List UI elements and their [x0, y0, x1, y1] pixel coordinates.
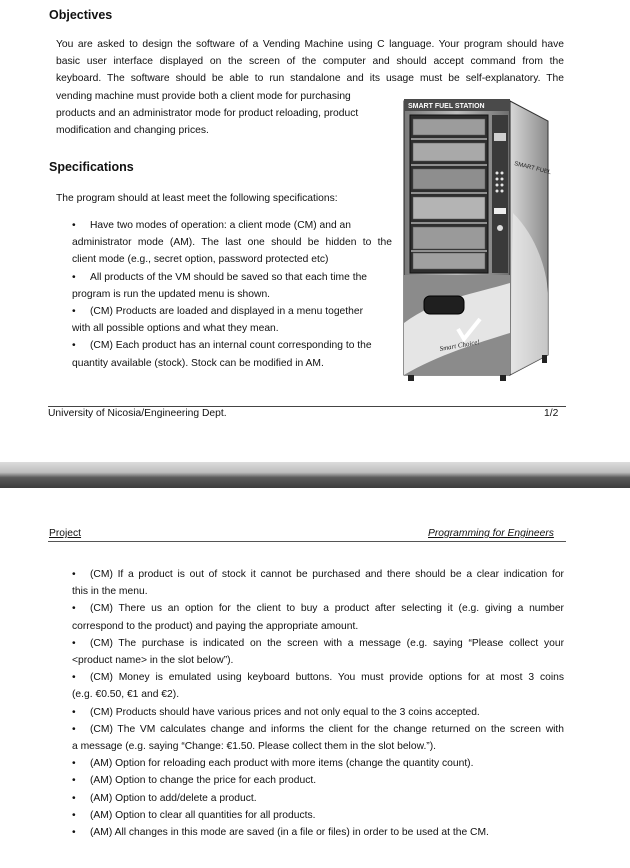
requirement-item: • (AM) Option to change the price for each product. [72, 775, 317, 787]
spec-list [72, 217, 392, 372]
vending-machine-image [398, 93, 573, 383]
objectives-line: basic user interface displayed on the screen of the computer and should accept command from the [56, 56, 564, 68]
header-right: Programming for Engineers [428, 528, 554, 539]
spec-intro: The program should at least meet the following specifications: [56, 193, 338, 204]
page-2 [0, 488, 630, 868]
objectives-paragraph-full [56, 36, 564, 88]
objectives-line: keyboard. The software should be able to run standalone and its usage must be self-explanatory. The [56, 73, 564, 85]
header-rule [48, 541, 566, 542]
objectives-line: products and an administrator mode for product reloading, product [56, 107, 359, 119]
objectives-line: modification and changing prices. [56, 125, 209, 136]
requirement-item: • (CM) Money is emulated using keyboard buttons. You must provide options for at most 3 coins (e.g. €0.50, €1 and €2). [72, 672, 564, 701]
page-separator [0, 462, 630, 488]
objectives-paragraph-narrow [56, 88, 396, 140]
objectives-line: You are asked to design the software of a Vending Machine using C language. Your program should have [56, 39, 564, 50]
spec-item: • Have two modes of operation: a client mode (CM) and an administrator mode (AM). The last one should be hidden to the client mode (e.g., secret option, password protected etc) [72, 220, 392, 266]
requirement-item: • (AM) All changes in this mode are saved (in a file or files) in order to be used at the CM. [72, 827, 489, 839]
brand-text: SMART FUEL STATION [408, 103, 485, 110]
header-left: Project [49, 528, 82, 539]
requirement-item: • (AM) Option to add/delete a product. [72, 792, 257, 804]
objectives-line: vending machine must provide both a client mode for purchasing [56, 90, 351, 102]
objectives-heading: Objectives [49, 8, 113, 22]
requirement-item: • (CM) The VM calculates change and informs the client for the change returned on the screen with a message (e.g. saying “Change: €1.50. Please collect them in the slot below.”). [72, 723, 564, 753]
requirement-item: • (AM) Option for reloading each product with more items (change the quantity count). [72, 758, 474, 770]
spec-item: • All products of the VM should be saved so that each time the program is run the updated menu is shown. [72, 271, 368, 300]
footer-left: University of Nicosia/Engineering Dept. [48, 408, 227, 419]
requirement-item: • (CM) Products should have various prices and not only equal to the 3 coins accepted. [72, 706, 480, 718]
footer-rule [48, 406, 566, 407]
requirement-item: • (CM) The purchase is indicated on the screen with a message (e.g. saying “Please collect your <product name> in the slot below”). [72, 637, 564, 667]
choice-text: Smart Choice! [438, 338, 481, 353]
specifications-heading: Specifications [49, 160, 134, 174]
requirement-item: • (CM) If a product is out of stock it cannot be purchased and there should be a clear indication for this in the menu. [72, 569, 564, 598]
spec-item: • (CM) Products are loaded and displayed in a menu together with all possible options and what they mean. [72, 306, 364, 335]
requirement-item: • (AM) Option to clear all quantities for all products. [72, 809, 316, 821]
side-brand-text: SMART FUEL [513, 161, 552, 177]
requirements-list [72, 566, 564, 841]
spec-item: • (CM) Each product has an internal count corresponding to the quantity available (stock). Stock can be modified in AM. [72, 340, 372, 369]
requirement-item: • (CM) There us an option for the client to buy a product after selecting it (e.g. giving a number correspond to the product) and paying the appropriate amount. [72, 603, 564, 632]
footer-page-number: 1/2 [544, 408, 559, 419]
